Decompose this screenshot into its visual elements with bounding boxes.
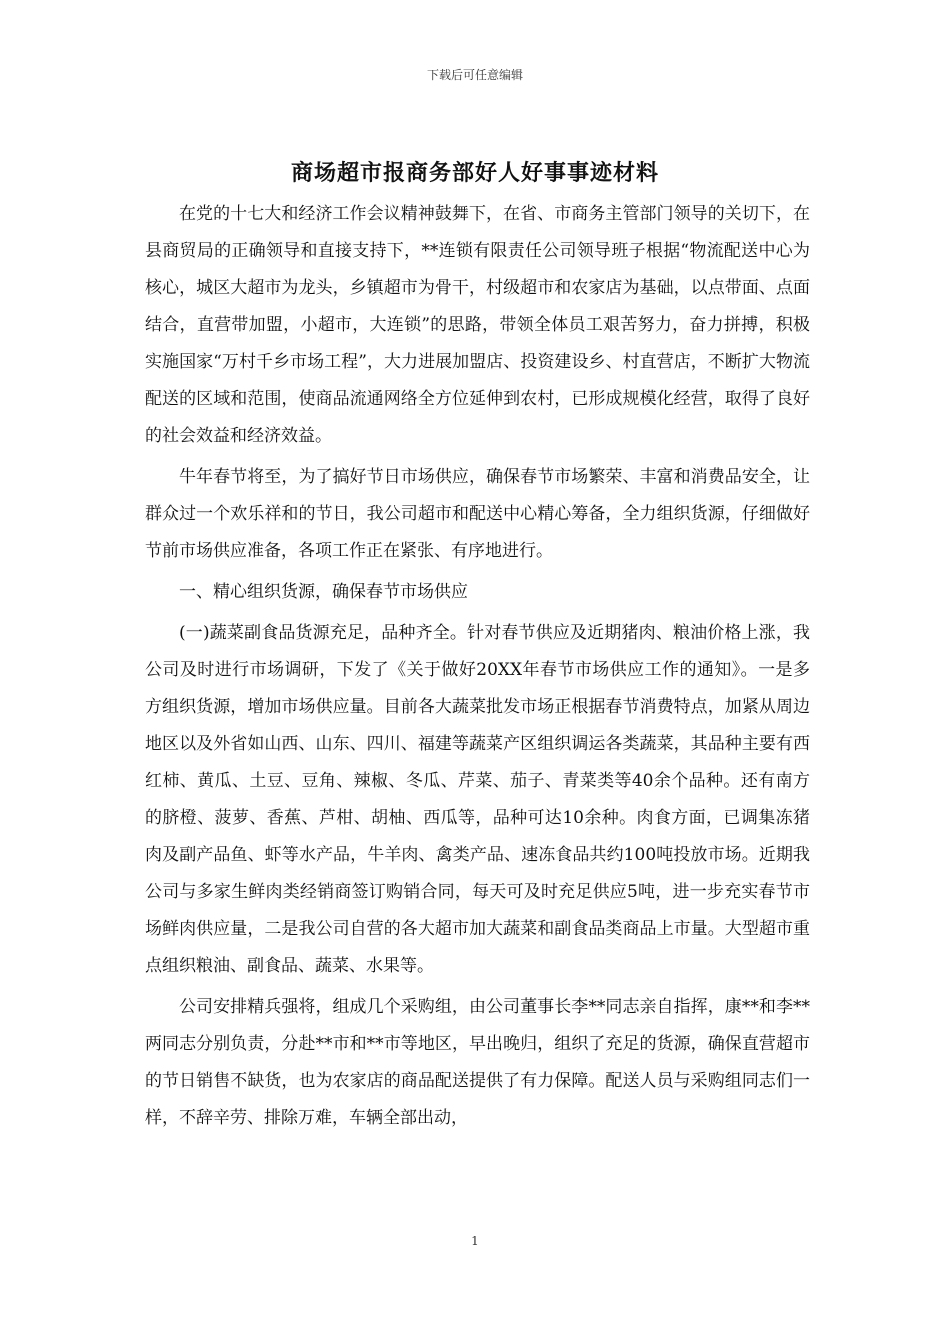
paragraph: (一)蔬菜副食品货源充足，品种齐全。针对春节供应及近期猪肉、粮油价格上涨，我公司及时进行市场调研，下发了《关于做好20XX年春节市场供应工作的通知》。一是多方组织货源，增加市场供应量。目前各大蔬菜批发市场正根据春节消费特点，加紧从周边地区以及外省如山西、山东、四川、福建等蔬菜产区组织调运各类蔬菜，其品种主要有西红柿、黄瓜、土豆、豆角、辣椒、冬瓜、芹菜、茄子、青菜类等40余个品种。还有南方的脐橙、菠萝、香蕉、芦柑、胡柚、西瓜等，品种可达10余种。肉食方面，已调集冻猪肉及副产品鱼、虾等水产品，牛羊肉、禽类产品、速冻食品共约100吨投放市场。近期我公司与多家生鲜肉类经销商签订购销合同，每天可及时充足供应5吨，进一步充实春节市场鲜肉供应量，二是我公司自营的各大超市加大蔬菜和副食品类商品上市量。大型超市重点组织粮油、副食品、蔬菜、水果等。 — [145, 623, 810, 976]
paragraph: 在党的十七大和经济工作会议精神鼓舞下，在省、市商务主管部门领导的关切下，在县商贸局的正确领导和直接支持下，**连锁有限责任公司领导班子根据“物流配送中心为核心，城区大超市为龙头，乡镇超市为骨干，村级超市和农家店为基础，以点带面、点面结合，直营带加盟，小超市，大连锁”的思路，带领全体员工艰苦努力，奋力拼搏，积极实施国家“万村千乡市场工程”，大力进展加盟店、投资建设乡、村直营店，不断扩大物流配送的区域和范围，使商品流通网络全方位延伸到农村，已形成规模化经营，取得了良好的社会效益和经济效益。 — [145, 204, 810, 446]
document-body — [145, 196, 810, 1141]
page-number: 1 — [471, 1234, 479, 1248]
document-title: 商场超市报商务部好人好事事迹材料 — [290, 161, 659, 186]
section-heading: 一、精心组织货源，确保春节市场供应 — [179, 582, 468, 602]
paragraph: 牛年春节将至，为了搞好节日市场供应，确保春节市场繁荣、丰富和消费品安全，让群众过一个欢乐祥和的节日，我公司超市和配送中心精心筹备，全力组织货源，仔细做好节前市场供应准备，各项工作正在紧张、有序地进行。 — [145, 467, 810, 561]
paragraph: 公司安排精兵强将，组成几个采购组，由公司董事长李**同志亲自指挥，康**和李**两同志分别负责，分赴**市和**市等地区，早出晚归，组织了充足的货源，确保直营超市的节日销售不缺货，也为农家店的商品配送提供了有力保障。配送人员与采购组同志们一样，不辞辛劳、排除万难，车辆全部出动， — [145, 997, 810, 1128]
header-note: 下载后可任意编辑 — [426, 68, 523, 82]
